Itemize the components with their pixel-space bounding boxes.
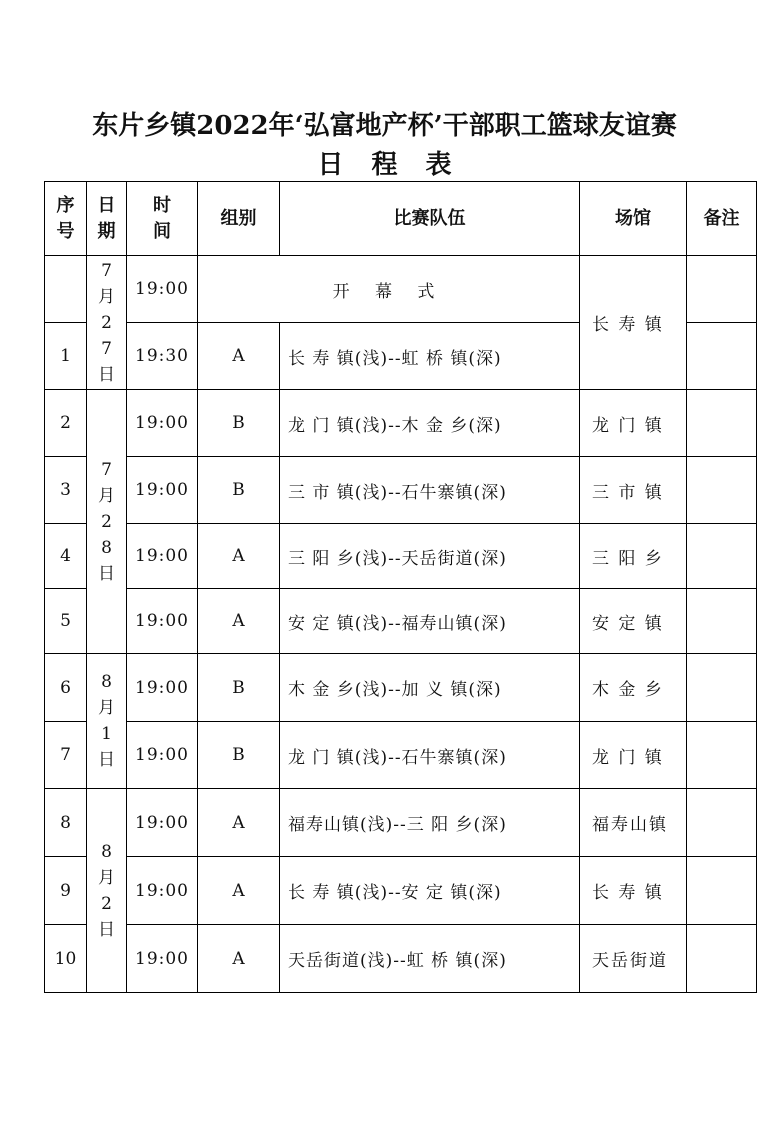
- time-cell: 19:00: [127, 457, 198, 524]
- note-cell: [687, 789, 757, 857]
- seq-cell: 7: [45, 722, 87, 789]
- header-row: [45, 182, 757, 256]
- teams-cell: 长 寿 镇(浅)--虹 桥 镇(深): [280, 323, 580, 390]
- subtitle-char: 日: [317, 150, 344, 180]
- schedule-table: [44, 181, 757, 993]
- venue-cell: 天岳街道: [580, 925, 687, 993]
- note-cell: [687, 925, 757, 993]
- group-cell: A: [198, 323, 280, 390]
- note-cell: [687, 589, 757, 654]
- header-date: 日期: [87, 182, 127, 256]
- table-row: [45, 857, 757, 925]
- time-cell: 19:00: [127, 390, 198, 457]
- seq-cell: 4: [45, 524, 87, 589]
- note-cell: [687, 857, 757, 925]
- teams-cell: 三 市 镇(浅)--石牛寨镇(深): [280, 457, 580, 524]
- venue-cell: 三 阳 乡: [580, 524, 687, 589]
- table-row: [45, 722, 757, 789]
- venue-cell: 长 寿 镇: [580, 256, 687, 390]
- venue-cell: 三 市 镇: [580, 457, 687, 524]
- seq-cell: 10: [45, 925, 87, 993]
- group-cell: A: [198, 925, 280, 993]
- venue-cell: 龙 门 镇: [580, 722, 687, 789]
- group-cell: A: [198, 789, 280, 857]
- group-cell: B: [198, 390, 280, 457]
- note-cell: [687, 323, 757, 390]
- subtitle-char: 表: [425, 150, 452, 180]
- time-cell: 19:00: [127, 589, 198, 654]
- date-cell: 8月1日: [87, 654, 127, 789]
- teams-cell: 安 定 镇(浅)--福寿山镇(深): [280, 589, 580, 654]
- table-row: [45, 654, 757, 722]
- ceremony-row: [45, 256, 757, 323]
- note-cell: [687, 524, 757, 589]
- time-cell: 19:00: [127, 654, 198, 722]
- date-cell: 8月2日: [87, 789, 127, 993]
- seq-cell: [45, 256, 87, 323]
- teams-cell: 福寿山镇(浅)--三 阳 乡(深): [280, 789, 580, 857]
- note-cell: [687, 654, 757, 722]
- date-cell: 7月27日: [87, 256, 127, 390]
- time-cell: 19:00: [127, 524, 198, 589]
- seq-cell: 8: [45, 789, 87, 857]
- table-row: [45, 457, 757, 524]
- header-group: 组别: [198, 182, 280, 256]
- header-time: 时间: [127, 182, 198, 256]
- table-row: [45, 789, 757, 857]
- header-note: 备注: [687, 182, 757, 256]
- venue-cell: 龙 门 镇: [580, 390, 687, 457]
- seq-cell: 3: [45, 457, 87, 524]
- time-cell: 19:00: [127, 857, 198, 925]
- note-cell: [687, 722, 757, 789]
- header-teams: 比赛队伍: [280, 182, 580, 256]
- header-seq: 序号: [45, 182, 87, 256]
- group-cell: A: [198, 524, 280, 589]
- seq-cell: 6: [45, 654, 87, 722]
- date-cell: 7月28日: [87, 390, 127, 654]
- seq-cell: 1: [45, 323, 87, 390]
- seq-cell: 2: [45, 390, 87, 457]
- venue-cell: 长 寿 镇: [580, 857, 687, 925]
- document-subtitle: [0, 145, 769, 185]
- document-title: 东片乡镇2022年‘弘富地产杯’干部职工篮球友谊赛: [92, 111, 677, 141]
- time-cell: 19:00: [127, 925, 198, 993]
- teams-cell: 龙 门 镇(浅)--木 金 乡(深): [280, 390, 580, 457]
- group-cell: B: [198, 457, 280, 524]
- table-row: [45, 390, 757, 457]
- time-cell: 19:00: [127, 722, 198, 789]
- ceremony-cell: 开 幕 式: [198, 256, 580, 323]
- seq-cell: 5: [45, 589, 87, 654]
- group-cell: A: [198, 857, 280, 925]
- teams-cell: 木 金 乡(浅)--加 义 镇(深): [280, 654, 580, 722]
- venue-cell: 安 定 镇: [580, 589, 687, 654]
- time-cell: 19:30: [127, 323, 198, 390]
- note-cell: [687, 256, 757, 323]
- note-cell: [687, 457, 757, 524]
- venue-cell: 福寿山镇: [580, 789, 687, 857]
- teams-cell: 三 阳 乡(浅)--天岳街道(深): [280, 524, 580, 589]
- venue-cell: 木 金 乡: [580, 654, 687, 722]
- time-cell: 19:00: [127, 256, 198, 323]
- group-cell: B: [198, 722, 280, 789]
- header-venue: 场馆: [580, 182, 687, 256]
- table-row: [45, 925, 757, 993]
- teams-cell: 龙 门 镇(浅)--石牛寨镇(深): [280, 722, 580, 789]
- table-row: [45, 524, 757, 589]
- seq-cell: 9: [45, 857, 87, 925]
- note-cell: [687, 390, 757, 457]
- group-cell: B: [198, 654, 280, 722]
- time-cell: 19:00: [127, 789, 198, 857]
- teams-cell: 长 寿 镇(浅)--安 定 镇(深): [280, 857, 580, 925]
- subtitle-char: 程: [371, 150, 398, 180]
- teams-cell: 天岳街道(浅)--虹 桥 镇(深): [280, 925, 580, 993]
- table-row: [45, 589, 757, 654]
- group-cell: A: [198, 589, 280, 654]
